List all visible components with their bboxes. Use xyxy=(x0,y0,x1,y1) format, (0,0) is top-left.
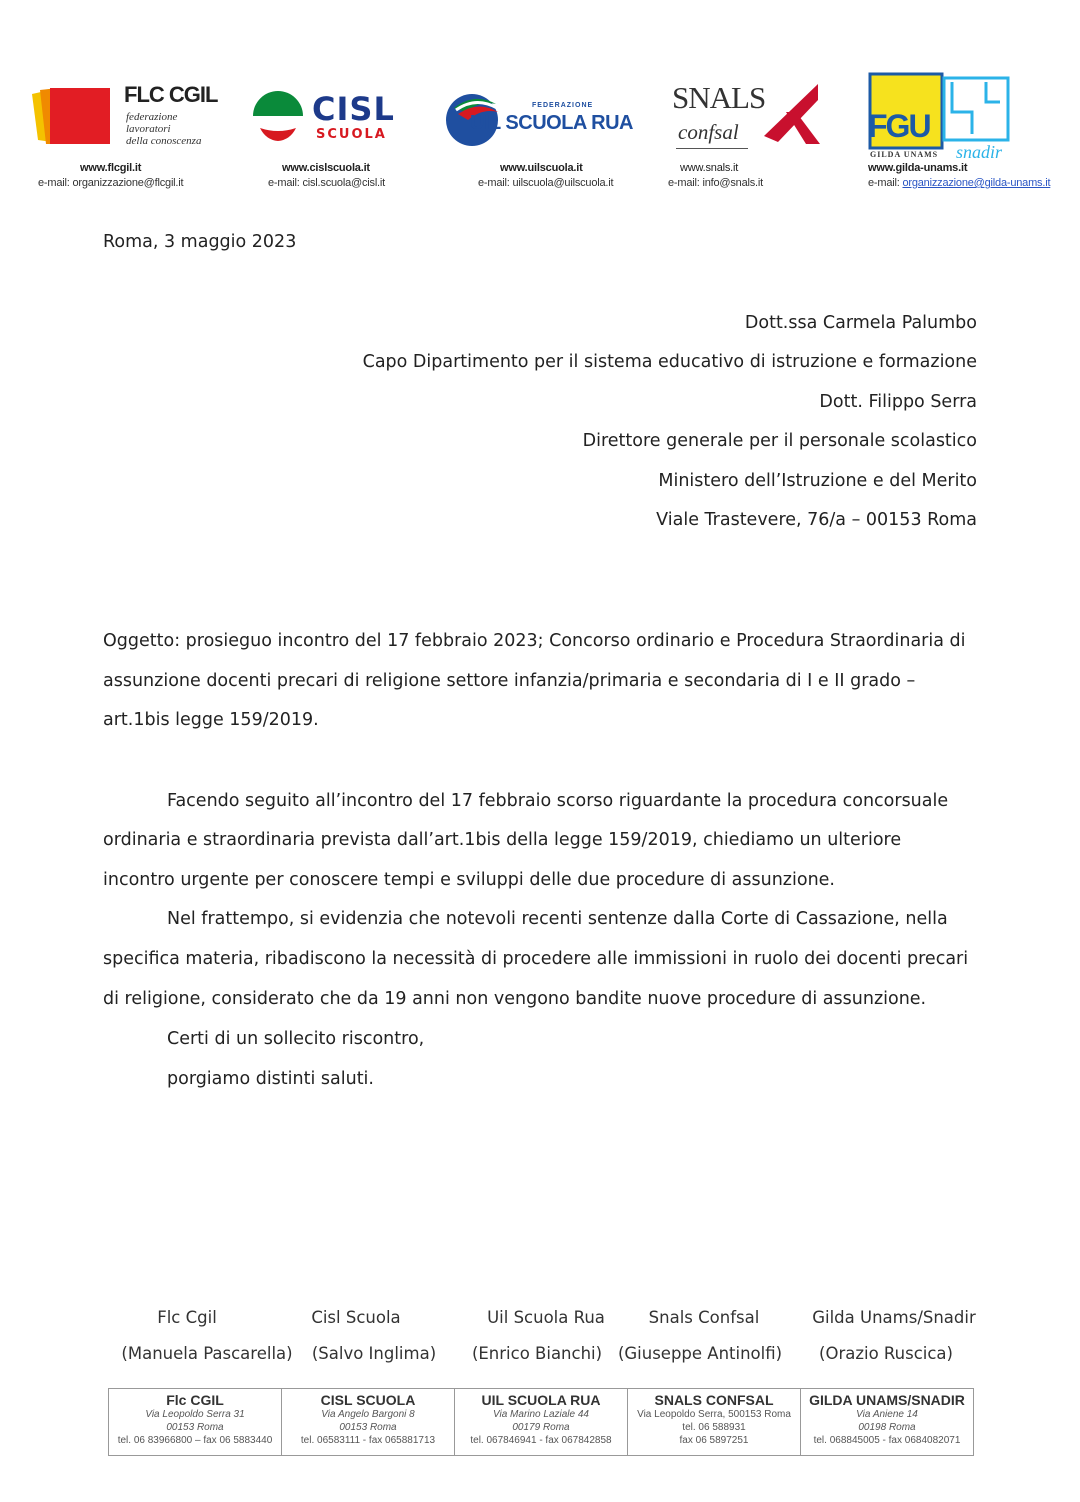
body-line: di religione, considerato che da 19 anni non vengono bandite nuove procedure di assunzione. xyxy=(103,989,927,1009)
recipient-line: Capo Dipartimento per il sistema educativo di istruzione e formazione xyxy=(362,352,977,372)
uil-brand-name: UIL SCUOLA RUA xyxy=(470,112,633,134)
footer-address: Via Leopoldo Serra, 500153 Roma xyxy=(637,1409,791,1420)
footer-city: 00153 Roma xyxy=(166,1422,224,1433)
flc-cgil-flag-icon xyxy=(28,84,112,146)
cisl-brand-sub: SCUOLA xyxy=(316,127,387,142)
subject-line: art.1bis legge 159/2019. xyxy=(103,710,319,730)
footer-fax: fax 06 5897251 xyxy=(679,1435,749,1446)
uil-email[interactable]: e-mail: uilscuola@uilscuola.it xyxy=(478,177,614,189)
footer-org-name: GILDA UNAMS/SNADIR xyxy=(809,1392,965,1408)
footer-org-name: CISL SCUOLA xyxy=(320,1392,416,1408)
fgu-email-link[interactable]: organizzazione@gilda-unams.it xyxy=(902,177,1051,189)
cisl-email[interactable]: e-mail: cisl.scuola@cisl.it xyxy=(268,177,386,189)
letter-date: Roma, 3 maggio 2023 xyxy=(103,232,297,252)
snals-brand-name: SNALS xyxy=(672,80,766,115)
fgu-email-prefix: e-mail: xyxy=(868,177,900,189)
logo-fgu-gilda-snadir xyxy=(864,70,1054,195)
flc-website[interactable]: www.flcgil.it xyxy=(80,162,142,174)
signature-person: (Enrico Bianchi) xyxy=(471,1344,603,1363)
recipient-line: Direttore generale per il personale scolastico xyxy=(582,431,977,451)
footer-cell xyxy=(109,1389,282,1455)
flc-brand-sub3: della conoscenza xyxy=(126,135,202,147)
signature-org: Cisl Scuola xyxy=(311,1308,401,1327)
signature-org: Gilda Unams/Snadir xyxy=(812,1308,976,1327)
footer-city: 00153 Roma xyxy=(339,1422,397,1433)
subject-line: Oggetto: prosieguo incontro del 17 febbraio 2023; Concorso ordinario e Procedura Straordinaria di xyxy=(103,631,966,651)
signature-person: (Manuela Pascarella) xyxy=(121,1344,293,1363)
logo-flc-cgil xyxy=(28,70,218,195)
footer-address: Via Leopoldo Serra 31 xyxy=(145,1409,245,1420)
footer-address: Via Aniene 14 xyxy=(856,1409,918,1420)
fgu-brand-sub2: snadir xyxy=(956,142,1003,162)
footer-address: Via Marino Laziale 44 xyxy=(493,1409,589,1420)
cisl-emblem-icon xyxy=(250,88,306,144)
body-line: specifica materia, ribadiscono la necessità di procedere alle immissioni in ruolo dei docenti precari xyxy=(103,949,969,969)
uil-website[interactable]: www.uilscuola.it xyxy=(500,162,583,174)
signature-person: (Salvo Inglima) xyxy=(311,1344,437,1363)
footer-phone: tel. 067846941 - fax 067842858 xyxy=(470,1435,612,1446)
snals-brand-sub: confsal xyxy=(678,120,739,144)
footer-address: Via Angelo Bargoni 8 xyxy=(321,1409,415,1420)
footer-city: 00179 Roma xyxy=(512,1422,570,1433)
body-line: ordinaria e straordinaria prevista dall’art.1bis della legge 159/2019, chiediamo un ulteriore xyxy=(103,830,902,850)
footer-phone: tel. 06583111 - fax 065881713 xyxy=(300,1435,436,1446)
signature-org: Flc Cgil xyxy=(157,1308,217,1327)
flc-brand-name: FLC CGIL xyxy=(124,82,218,107)
flc-email[interactable]: e-mail: organizzazione@flcgil.it xyxy=(38,177,184,189)
snals-underline xyxy=(676,148,748,149)
recipient-line: Dott. Filippo Serra xyxy=(819,392,977,412)
signature-person: (Orazio Ruscica) xyxy=(819,1344,953,1363)
footer-contacts-table xyxy=(108,1388,974,1456)
closing-line: porgiamo distinti saluti. xyxy=(167,1069,374,1089)
fgu-website[interactable]: www.gilda-unams.it xyxy=(868,162,968,174)
body-line: Facendo seguito all’incontro del 17 febbraio scorso riguardante la procedura concorsuale xyxy=(167,791,949,811)
signature-org: Uil Scuola Rua xyxy=(487,1308,605,1327)
fgu-email xyxy=(868,177,1050,189)
footer-cell xyxy=(455,1389,628,1455)
fgu-brand-sub1: GILDA UNAMS xyxy=(870,150,939,159)
body-line: Nel frattempo, si evidenzia che notevoli recenti sentenze dalla Corte di Cassazione, nella xyxy=(167,909,948,929)
footer-cell xyxy=(801,1389,973,1455)
footer-org-name: UIL SCUOLA RUA xyxy=(481,1392,601,1408)
footer-org-name: Flc CGIL xyxy=(166,1392,224,1408)
footer-city: 00198 Roma xyxy=(858,1422,916,1433)
uil-brand-top: FEDERAZIONE xyxy=(532,102,594,109)
subject-line: assunzione docenti precari di religione settore infanzia/primaria e secondaria di I e II grado – xyxy=(103,671,916,691)
snals-website[interactable]: www.snals.it xyxy=(680,162,739,174)
signature-person: (Giuseppe Antinolfi) xyxy=(617,1344,783,1363)
signature-org: Snals Confsal xyxy=(648,1308,760,1327)
snals-email[interactable]: e-mail: info@snals.it xyxy=(668,177,763,189)
logo-snals-confsal xyxy=(668,70,828,195)
footer-cell xyxy=(282,1389,455,1455)
flc-brand-sub1: federazione xyxy=(126,111,178,123)
recipient-line: Dott.ssa Carmela Palumbo xyxy=(744,313,977,333)
logo-cisl-scuola xyxy=(250,70,410,195)
footer-org-name: SNALS CONFSAL xyxy=(654,1392,774,1408)
closing-line: Certi di un sollecito riscontro, xyxy=(167,1029,425,1049)
footer-phone: tel. 06 588931 xyxy=(682,1422,746,1433)
logo-uil-scuola-rua xyxy=(444,70,644,195)
recipient-line: Ministero dell’Istruzione e del Merito xyxy=(658,471,977,491)
fgu-brand-name: FGU xyxy=(868,108,930,144)
footer-phone: tel. 068845005 - fax 0684082071 xyxy=(813,1435,961,1446)
recipient-line: Viale Trastevere, 76/a – 00153 Roma xyxy=(656,510,977,530)
body-line: incontro urgente per conoscere tempi e sviluppi delle due procedure di assunzione. xyxy=(103,870,835,890)
footer-phone: tel. 06 83966800 – fax 06 5883440 xyxy=(117,1435,273,1446)
cisl-website[interactable]: www.cislscuola.it xyxy=(282,162,370,174)
flc-brand-sub2: lavoratori xyxy=(126,123,171,135)
snals-ribbon-icon xyxy=(756,82,822,148)
cisl-brand-name: CISL xyxy=(312,90,395,128)
footer-cell xyxy=(628,1389,801,1455)
